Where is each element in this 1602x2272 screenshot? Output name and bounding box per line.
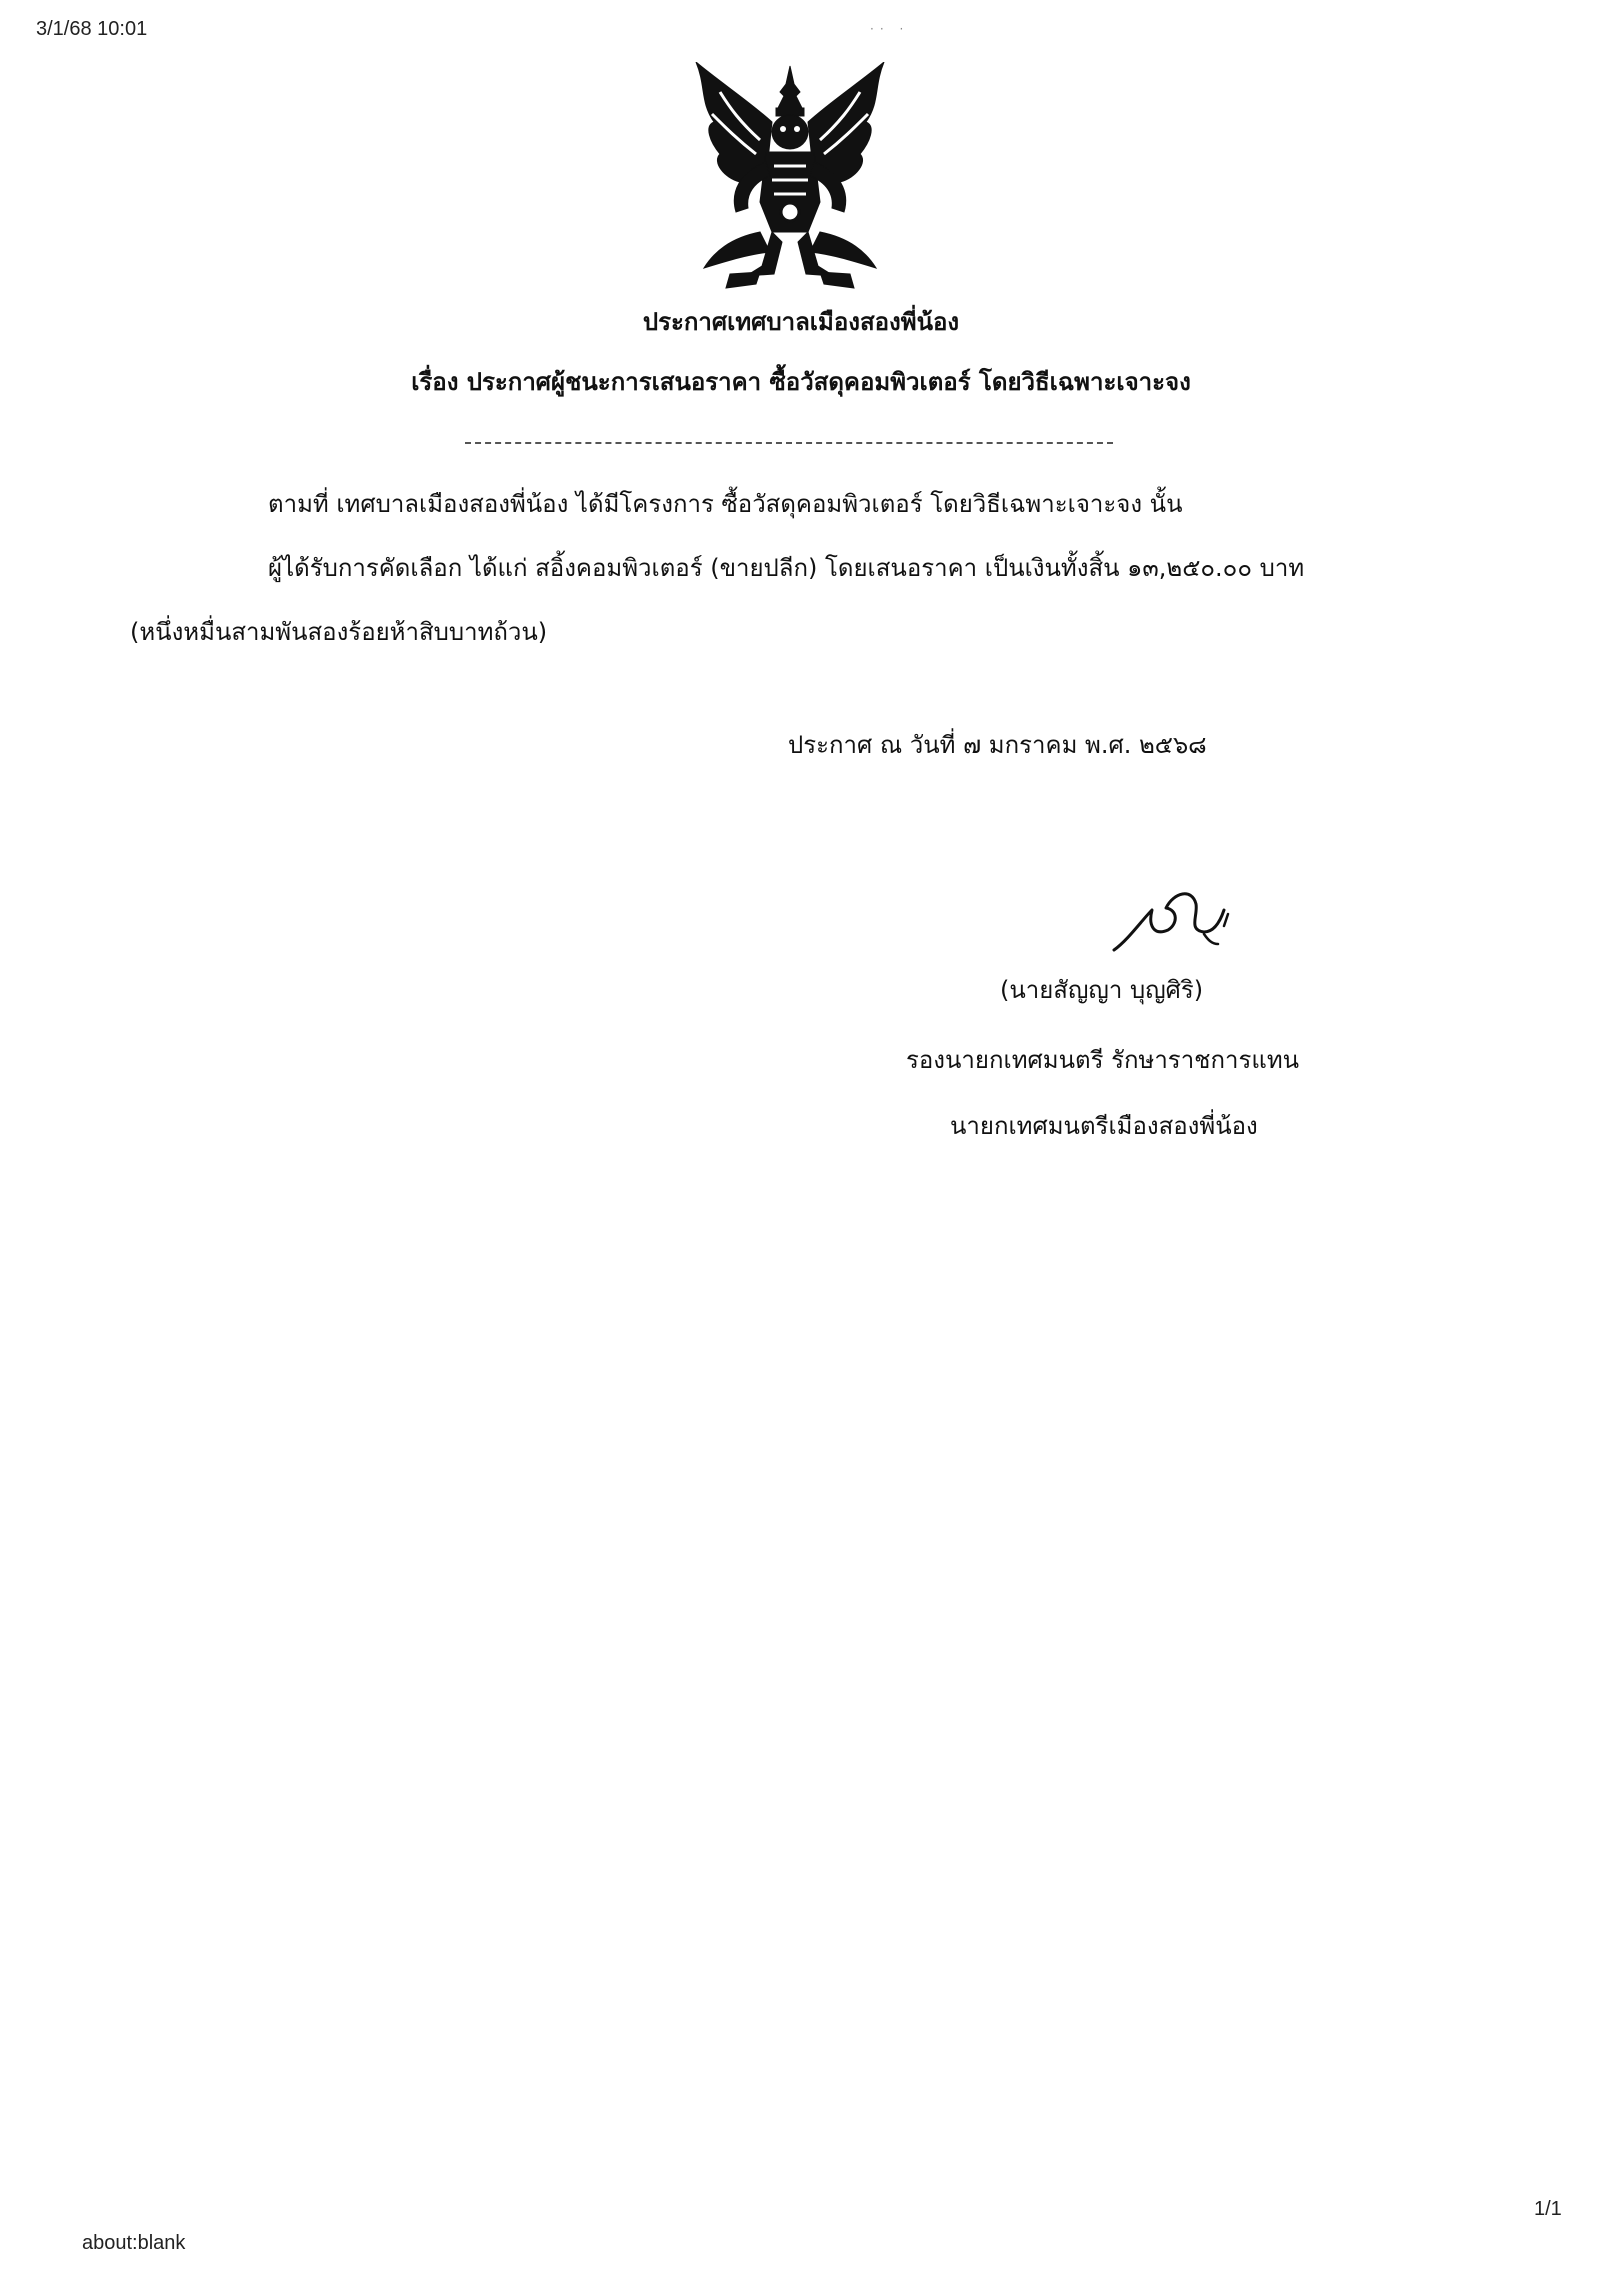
body-paragraph-line-1: ตามที่ เทศบาลเมืองสองพี่น้อง ได้มีโครงการ ซื้อวัสดุคอมพิวเตอร์ โดยวิธีเฉพาะเจาะจง นั้น	[268, 490, 1183, 518]
signatory-title-2: นายกเทศมนตรีเมืองสองพี่น้อง	[950, 1112, 1258, 1140]
title-divider	[465, 442, 1113, 444]
body-paragraph-line-3: (หนึ่งหมื่นสามพันสองร้อยห้าสิบบาทถ้วน)	[130, 618, 548, 646]
print-url: about:blank	[82, 2232, 186, 2254]
announcement-date: ประกาศ ณ วันที่ ๗ มกราคม พ.ศ. ๒๕๖๘	[788, 731, 1207, 759]
body-paragraph-line-2: ผู้ได้รับการคัดเลือก ได้แก่ สอิ้งคอมพิวเตอร์ (ขายปลีก) โดยเสนอราคา เป็นเงินทั้งสิ้น ๑๓,๒๕๐.๐๐ บาท	[268, 554, 1305, 582]
print-mark: ·· ·	[870, 22, 910, 36]
document-title: ประกาศเทศบาลเมืองสองพี่น้อง	[642, 308, 960, 336]
document-subject: เรื่อง ประกาศผู้ชนะการเสนอราคา ซื้อวัสดุคอมพิวเตอร์ โดยวิธีเฉพาะเจาะจง	[411, 368, 1191, 396]
handwritten-signature	[1108, 880, 1238, 960]
print-page-number: 1/1	[1534, 2198, 1562, 2220]
garuda-emblem-icon	[690, 62, 890, 298]
signatory-title-1: รองนายกเทศมนตรี รักษาราชการแทน	[906, 1046, 1300, 1074]
print-datetime: 3/1/68 10:01	[36, 18, 148, 40]
signatory-name: (นายสัญญา บุญศิริ)	[1000, 976, 1204, 1004]
